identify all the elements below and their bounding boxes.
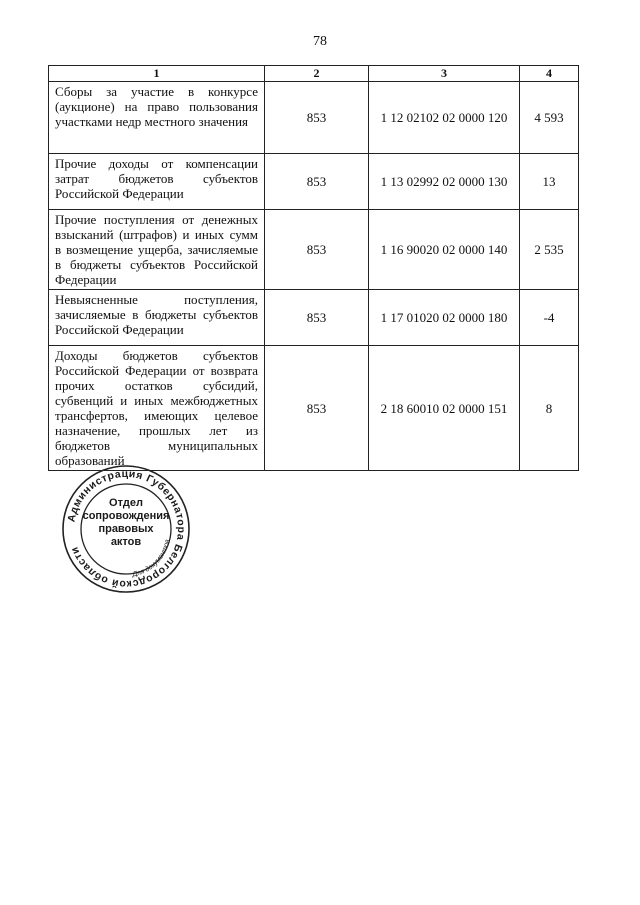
row-name: Доходы бюджетов субъектов Российской Федерации от возврата прочих остатков субсидий, субвенций и иных межбюджетных трансфертов, имеющих целевое назначение, прошлых лет из бюджетов муниципальных образований — [49, 346, 265, 471]
stamp-center-text — [60, 497, 192, 549]
row-budget-code: 1 12 02102 02 0000 120 — [369, 82, 520, 154]
table-header-row — [49, 66, 579, 82]
row-amount: 2 535 — [520, 210, 579, 290]
header-col-4: 4 — [520, 66, 579, 82]
svg-text:Для документов: Для документов — [131, 538, 172, 579]
row-amount: -4 — [520, 290, 579, 346]
row-admin-code: 853 — [265, 154, 369, 210]
row-budget-code: 1 17 01020 02 0000 180 — [369, 290, 520, 346]
official-stamp — [60, 463, 192, 595]
row-budget-code: 1 13 02992 02 0000 130 — [369, 154, 520, 210]
row-admin-code: 853 — [265, 346, 369, 471]
svg-text:Администрация Губернатора Белг: Администрация Губернатора Белгородской области — [65, 467, 188, 591]
row-name: Прочие доходы от компенсации затрат бюджетов субъектов Российской Федерации — [49, 154, 265, 210]
table-row — [49, 290, 579, 346]
stamp-line: актов — [110, 536, 142, 548]
row-name: Сборы за участие в конкурсе (аукционе) на право пользования участками недр местного значения — [49, 82, 265, 154]
page-number: 78 — [313, 34, 327, 49]
header-col-2: 2 — [265, 66, 369, 82]
revenue-table — [48, 65, 579, 471]
row-amount: 8 — [520, 346, 579, 471]
row-admin-code: 853 — [265, 290, 369, 346]
table-row — [49, 346, 579, 471]
stamp-line: правовых — [98, 523, 154, 535]
header-col-1: 1 — [49, 66, 265, 82]
stamp-line: сопровождения — [82, 510, 170, 522]
stamp-line: Отдел — [109, 497, 143, 509]
row-name: Невыясненные поступления, зачисляемые в бюджеты субъектов Российской Федерации — [49, 290, 265, 346]
row-name: Прочие поступления от денежных взысканий (штрафов) и иных сумм в возмещение ущерба, зачисляемые в бюджеты субъектов Российской Федерации — [49, 210, 265, 290]
row-amount: 13 — [520, 154, 579, 210]
row-budget-code: 2 18 60010 02 0000 151 — [369, 346, 520, 471]
table-row — [49, 210, 579, 290]
row-amount: 4 593 — [520, 82, 579, 154]
header-col-3: 3 — [369, 66, 520, 82]
row-admin-code: 853 — [265, 82, 369, 154]
row-admin-code: 853 — [265, 210, 369, 290]
table-row — [49, 154, 579, 210]
table-row — [49, 82, 579, 154]
row-budget-code: 1 16 90020 02 0000 140 — [369, 210, 520, 290]
